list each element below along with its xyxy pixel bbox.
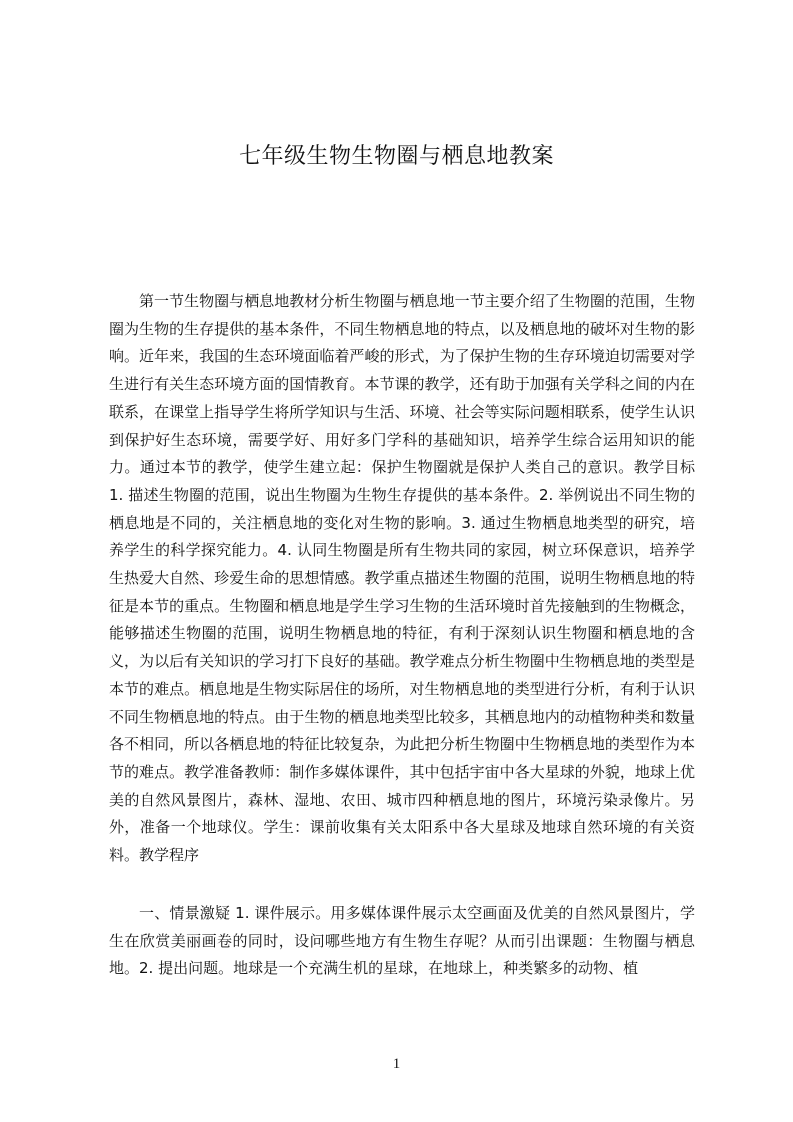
body-paragraph-2: 一、情景激疑 1. 课件展示。用多媒体课件展示太空画面及优美的自然风景图片，学生在欣赏美丽画卷的同时，设问哪些地方有生物生存呢？从而引出课题：生物圈与栖息地。2. 提出问题。地球是一个充满生机的星球，在地球上，种类繁多的动物、植	[109, 904, 695, 978]
document-title: 七年级生物生物圈与栖息地教案	[238, 144, 554, 169]
body-paragraph-1: 第一节生物圈与栖息地教材分析生物圈与栖息地一节主要介绍了生物圈的范围，生物圈为生物的生存提供的基本条件，不同生物栖息地的特点，以及栖息地的破坏对生物的影响。近年来，我国的生态环境面临着严峻的形式，为了保护生物的生存环境迫切需要对学生进行有关生态环境方面的国情教育。本节课的教学，还有助于加强有关学科之间的内在联系，在课堂上指导学生将所学知识与生活、环境、社会等实际问题相联系，使学生认识到保护好生态环境，需要学好、用好多门学科的基础知识，培养学生综合运用知识的能力。通过本节的教学，使学生建立起：保护生物圈就是保护人类自己的意识。教学目标 1. 描述生物圈的范围，说出生物圈为生物生存提供的基本条件。2. 举例说出不同生物的栖息地是不同的，关注栖息地的变化对生物的影响。3. 通过生物栖息地类型的研究，培养学生的科学探究能力。4. 认同生物圈是所有生物共同的家园，树立环保意识，培养学生热爱大自然、珍爱生命的思想情感。教学重点描述生物圈的范围，说明生物栖息地的特征是本节的重点。生物圈和栖息地是学生学习生物的生活环境时首先接触到的生物概念，能够描述生物圈的范围，说明生物栖息地的特征，有利于深刻认识生物圈和栖息地的含义，为以后有关知识的学习打下良好的基础。教学难点分析生物圈中生物栖息地的类型是本节的难点。栖息地是生物实际居住的场所，对生物栖息地的类型进行分析，有利于认识不同生物栖息地的特点。由于生物的栖息地类型比较多，其栖息地内的动植物种类和数量各不相同，所以各栖息地的特征比较复杂，为此把分析生物圈中生物栖息地的类型作为本节的难点。教学准备教师：制作多媒体课件，其中包括宇宙中各大星球的外貌，地球上优美的自然风景图片，森林、湿地、农田、城市四种栖息地的图片，环境污染录像片。另外，准备一个地球仪。学生：课前收集有关太阳系中各大星球及地球自然环境的有关资料。教学程序	[109, 292, 695, 865]
page-number: 1	[392, 1056, 401, 1072]
